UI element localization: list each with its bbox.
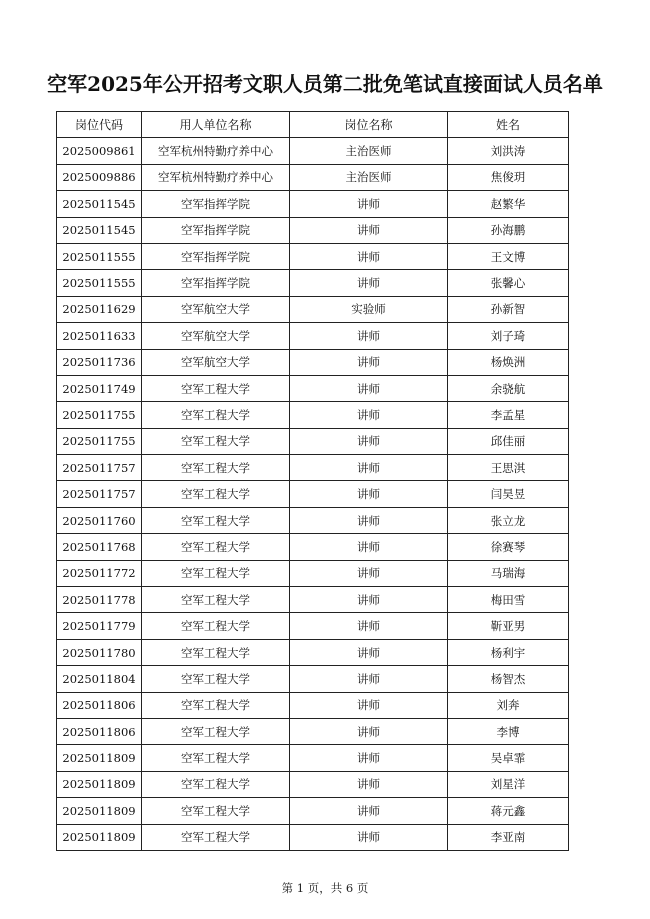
table-row: [57, 428, 569, 454]
header-position-code: 岗位代码: [57, 112, 142, 138]
table-row: [57, 534, 569, 560]
employer-name-cell: 空军工程大学: [142, 613, 290, 639]
table-row: [57, 455, 569, 481]
table-row: [57, 217, 569, 243]
position-code-cell: 2025011757: [57, 455, 142, 481]
candidate-table: [56, 111, 569, 851]
position-code-cell: 2025011806: [57, 718, 142, 744]
position-name-cell: 讲师: [290, 243, 448, 269]
position-code-cell: 2025011809: [57, 798, 142, 824]
person-name-cell: 马瑞海: [448, 560, 569, 586]
position-code-cell: 2025011779: [57, 613, 142, 639]
position-code-cell: 2025011545: [57, 217, 142, 243]
table-row: [57, 587, 569, 613]
person-name-cell: 王思淇: [448, 455, 569, 481]
position-name-cell: 讲师: [290, 323, 448, 349]
table-row: [57, 639, 569, 665]
table-row: [57, 375, 569, 401]
table-row: [57, 138, 569, 164]
position-code-cell: 2025011757: [57, 481, 142, 507]
person-name-cell: 杨智杰: [448, 666, 569, 692]
employer-name-cell: 空军杭州特勤疗养中心: [142, 138, 290, 164]
person-name-cell: 张馨心: [448, 270, 569, 296]
employer-name-cell: 空军工程大学: [142, 560, 290, 586]
employer-name-cell: 空军指挥学院: [142, 243, 290, 269]
position-name-cell: 讲师: [290, 613, 448, 639]
table-row: [57, 296, 569, 322]
table-row: [57, 798, 569, 824]
person-name-cell: 靳亚男: [448, 613, 569, 639]
table-row: [57, 666, 569, 692]
position-code-cell: 2025009861: [57, 138, 142, 164]
person-name-cell: 徐赛琴: [448, 534, 569, 560]
position-code-cell: 2025011755: [57, 428, 142, 454]
position-name-cell: 讲师: [290, 771, 448, 797]
table-header-row: [57, 112, 569, 138]
employer-name-cell: 空军工程大学: [142, 428, 290, 454]
person-name-cell: 余骁航: [448, 375, 569, 401]
position-code-cell: 2025011736: [57, 349, 142, 375]
position-code-cell: 2025011778: [57, 587, 142, 613]
employer-name-cell: 空军工程大学: [142, 771, 290, 797]
employer-name-cell: 空军工程大学: [142, 534, 290, 560]
person-name-cell: 刘奔: [448, 692, 569, 718]
employer-name-cell: 空军指挥学院: [142, 270, 290, 296]
person-name-cell: 刘洪涛: [448, 138, 569, 164]
person-name-cell: 孙海鹏: [448, 217, 569, 243]
position-name-cell: 讲师: [290, 270, 448, 296]
position-code-cell: 2025011772: [57, 560, 142, 586]
employer-name-cell: 空军杭州特勤疗养中心: [142, 164, 290, 190]
person-name-cell: 闫昊昱: [448, 481, 569, 507]
person-name-cell: 张立龙: [448, 507, 569, 533]
position-code-cell: 2025011755: [57, 402, 142, 428]
employer-name-cell: 空军指挥学院: [142, 191, 290, 217]
position-name-cell: 讲师: [290, 745, 448, 771]
person-name-cell: 吴卓霏: [448, 745, 569, 771]
person-name-cell: 杨利宇: [448, 639, 569, 665]
position-name-cell: 讲师: [290, 455, 448, 481]
position-code-cell: 2025011545: [57, 191, 142, 217]
position-name-cell: 讲师: [290, 349, 448, 375]
person-name-cell: 邱佳丽: [448, 428, 569, 454]
position-name-cell: 主治医师: [290, 138, 448, 164]
header-employer-name: 用人单位名称: [142, 112, 290, 138]
table-body: [57, 138, 569, 851]
position-code-cell: 2025011809: [57, 771, 142, 797]
position-name-cell: 讲师: [290, 191, 448, 217]
position-code-cell: 2025011760: [57, 507, 142, 533]
page-footer: 第 1 页，共 6 页: [281, 881, 369, 895]
employer-name-cell: 空军航空大学: [142, 296, 290, 322]
person-name-cell: 刘星洋: [448, 771, 569, 797]
position-code-cell: 2025011809: [57, 745, 142, 771]
table-row: [57, 507, 569, 533]
table-row: [57, 560, 569, 586]
person-name-cell: 蒋元鑫: [448, 798, 569, 824]
position-name-cell: 讲师: [290, 666, 448, 692]
position-name-cell: 讲师: [290, 718, 448, 744]
position-name-cell: 讲师: [290, 507, 448, 533]
person-name-cell: 焦俊玥: [448, 164, 569, 190]
table-row: [57, 349, 569, 375]
person-name-cell: 李亚南: [448, 824, 569, 850]
employer-name-cell: 空军工程大学: [142, 507, 290, 533]
employer-name-cell: 空军工程大学: [142, 798, 290, 824]
table-row: [57, 824, 569, 850]
person-name-cell: 刘子琦: [448, 323, 569, 349]
employer-name-cell: 空军工程大学: [142, 824, 290, 850]
table-row: [57, 613, 569, 639]
employer-name-cell: 空军航空大学: [142, 349, 290, 375]
position-code-cell: 2025011806: [57, 692, 142, 718]
employer-name-cell: 空军工程大学: [142, 402, 290, 428]
employer-name-cell: 空军工程大学: [142, 455, 290, 481]
position-code-cell: 2025011555: [57, 243, 142, 269]
position-name-cell: 讲师: [290, 692, 448, 718]
position-code-cell: 2025011768: [57, 534, 142, 560]
employer-name-cell: 空军工程大学: [142, 375, 290, 401]
employer-name-cell: 空军航空大学: [142, 323, 290, 349]
employer-name-cell: 空军工程大学: [142, 718, 290, 744]
employer-name-cell: 空军工程大学: [142, 692, 290, 718]
position-name-cell: 实验师: [290, 296, 448, 322]
employer-name-cell: 空军指挥学院: [142, 217, 290, 243]
table-row: [57, 243, 569, 269]
position-name-cell: 讲师: [290, 587, 448, 613]
person-name-cell: 李博: [448, 718, 569, 744]
table-row: [57, 270, 569, 296]
position-code-cell: 2025011780: [57, 639, 142, 665]
position-name-cell: 讲师: [290, 534, 448, 560]
employer-name-cell: 空军工程大学: [142, 587, 290, 613]
position-name-cell: 讲师: [290, 428, 448, 454]
table-row: [57, 191, 569, 217]
position-name-cell: 讲师: [290, 798, 448, 824]
position-code-cell: 2025011809: [57, 824, 142, 850]
person-name-cell: 梅田雪: [448, 587, 569, 613]
header-position-name: 岗位名称: [290, 112, 448, 138]
header-person-name: 姓名: [448, 112, 569, 138]
person-name-cell: 李孟星: [448, 402, 569, 428]
table-row: [57, 402, 569, 428]
table-row: [57, 692, 569, 718]
employer-name-cell: 空军工程大学: [142, 745, 290, 771]
table-row: [57, 771, 569, 797]
position-code-cell: 2025011629: [57, 296, 142, 322]
position-name-cell: 主治医师: [290, 164, 448, 190]
position-name-cell: 讲师: [290, 375, 448, 401]
person-name-cell: 王文博: [448, 243, 569, 269]
position-code-cell: 2025009886: [57, 164, 142, 190]
person-name-cell: 赵繁华: [448, 191, 569, 217]
page-title: 空军2025年公开招考文职人员第二批免笔试直接面试人员名单: [47, 72, 603, 96]
position-name-cell: 讲师: [290, 481, 448, 507]
table-row: [57, 164, 569, 190]
table-row: [57, 323, 569, 349]
position-name-cell: 讲师: [290, 824, 448, 850]
position-name-cell: 讲师: [290, 217, 448, 243]
employer-name-cell: 空军工程大学: [142, 666, 290, 692]
position-code-cell: 2025011804: [57, 666, 142, 692]
employer-name-cell: 空军工程大学: [142, 481, 290, 507]
position-code-cell: 2025011633: [57, 323, 142, 349]
position-code-cell: 2025011749: [57, 375, 142, 401]
table-row: [57, 745, 569, 771]
position-name-cell: 讲师: [290, 560, 448, 586]
employer-name-cell: 空军工程大学: [142, 639, 290, 665]
person-name-cell: 杨焕洲: [448, 349, 569, 375]
table-row: [57, 481, 569, 507]
table-row: [57, 718, 569, 744]
position-name-cell: 讲师: [290, 639, 448, 665]
person-name-cell: 孙新智: [448, 296, 569, 322]
position-name-cell: 讲师: [290, 402, 448, 428]
position-code-cell: 2025011555: [57, 270, 142, 296]
